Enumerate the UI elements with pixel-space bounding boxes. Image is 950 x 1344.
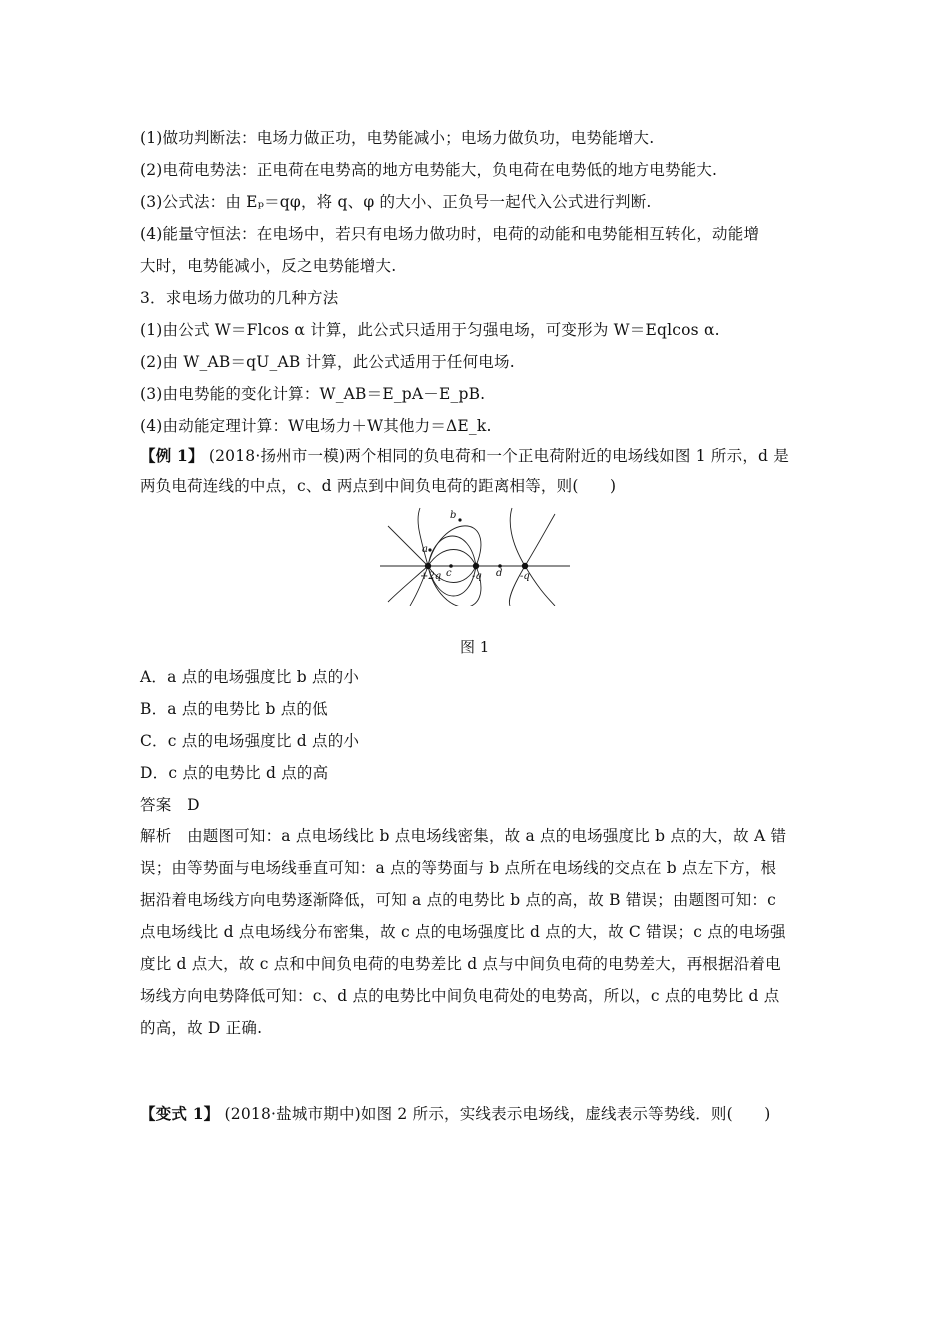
variant1-stem: (2018·盐城市期中)如图 2 所示，实线表示电场线，虚线表示等势线．则( ) xyxy=(224,1105,771,1123)
method-energy-4: (4)能量守恒法：在电场中，若只有电场力做功时，电荷的动能和电势能相互转化，动能增 xyxy=(140,225,760,243)
method-energy-2: (2)电荷电势法：正电荷在电势高的地方电势能大，负电荷在电势低的地方电势能大. xyxy=(140,161,718,179)
method-work-1: (1)由公式 W＝Flcos α 计算，此公式只适用于匀强电场，可变形为 W＝Eqlcos α. xyxy=(140,321,720,339)
positive-charge xyxy=(425,563,431,569)
answer-line: 答案 D xyxy=(140,796,200,814)
point-b xyxy=(458,518,461,521)
label-b: b xyxy=(450,510,457,521)
field-line-right-1 xyxy=(510,508,525,566)
analysis-line-2: 误；由等势面与电场线垂直可知：a 点的等势面与 b 点所在电场线的交点在 b 点左下方，根 xyxy=(140,859,777,877)
section3-title: 3．求电场力做功的几种方法 xyxy=(140,289,339,307)
field-line-right-3 xyxy=(525,514,555,566)
variant1-line xyxy=(140,1104,820,1124)
field-line-loop-1 xyxy=(428,536,476,566)
method-energy-3: (3)公式法：由 Eₚ＝qφ，将 q、φ 的大小、正负号一起代入公式进行判断. xyxy=(140,193,652,211)
method-energy-1: (1)做功判断法：电场力做正功，电势能减小；电场力做负功，电势能增大. xyxy=(140,129,655,147)
label-neg-charge-2: -q xyxy=(520,571,530,582)
analysis-line-1: 解析 由题图可知：a 点电场线比 b 点电场线密集，故 a 点的电场强度比 b 点的大，故 A 错 xyxy=(140,827,787,845)
label-pos-charge: +2q xyxy=(420,571,442,582)
label-a: a xyxy=(422,544,428,555)
example1-tag: 【例 1】 xyxy=(140,446,204,465)
option-d: D．c 点的电势比 d 点的高 xyxy=(140,764,329,782)
point-a xyxy=(428,548,431,551)
figure-caption: 图 1 xyxy=(460,638,490,656)
label-neg-charge-1: -q xyxy=(472,571,482,582)
method-work-2: (2)由 W_AB＝qU_AB 计算，此公式适用于任何电场. xyxy=(140,353,515,371)
method-work-4: (4)由动能定理计算：W电场力＋W其他力＝ΔE_k. xyxy=(140,417,492,435)
field-lines-figure xyxy=(380,506,570,606)
example1-line1 xyxy=(140,446,820,466)
analysis-line-4: 点电场线比 d 点电场线分布密集，故 c 点的电场强度比 d 点的大，故 C 错误；c 点的电场强 xyxy=(140,923,786,941)
label-c: c xyxy=(446,568,452,579)
example1-stem-2: 两负电荷连线的中点，c、d 两点到中间负电荷的距离相等，则( ) xyxy=(140,477,617,495)
negative-charge-right xyxy=(522,563,528,569)
method-work-3: (3)由电势能的变化计算：W_AB＝E_pA－E_pB. xyxy=(140,385,486,403)
variant1-tag: 【变式 1】 xyxy=(140,1104,220,1123)
analysis-line-3: 据沿着电场线方向电势逐渐降低，可知 a 点的电势比 b 点的高，故 B 错误；由题图可知：c xyxy=(140,891,776,909)
negative-charge-middle xyxy=(473,563,479,569)
analysis-line-7: 的高，故 D 正确. xyxy=(140,1019,263,1037)
example1-stem-1: (2018·扬州市一模)两个相同的负电荷和一个正电荷附近的电场线如图 1 所示，d 是 xyxy=(208,447,789,465)
analysis-line-5: 度比 d 点大，故 c 点和中间负电荷的电势差比 d 点与中间负电荷的电势差大，再根据沿着电 xyxy=(140,955,781,973)
analysis-line-6: 场线方向电势降低可知：c、d 点的电势比中间负电荷处的电势高，所以，c 点的电势比 d 点 xyxy=(140,987,780,1005)
method-energy-4-cont: 大时，电势能减小，反之电势能增大. xyxy=(140,257,397,275)
option-a: A．a 点的电场强度比 b 点的小 xyxy=(140,668,360,686)
label-d: d xyxy=(496,568,503,579)
option-c: C．c 点的电场强度比 d 点的小 xyxy=(140,732,360,750)
option-b: B．a 点的电势比 b 点的低 xyxy=(140,700,328,718)
field-line-loop-5 xyxy=(428,550,476,567)
